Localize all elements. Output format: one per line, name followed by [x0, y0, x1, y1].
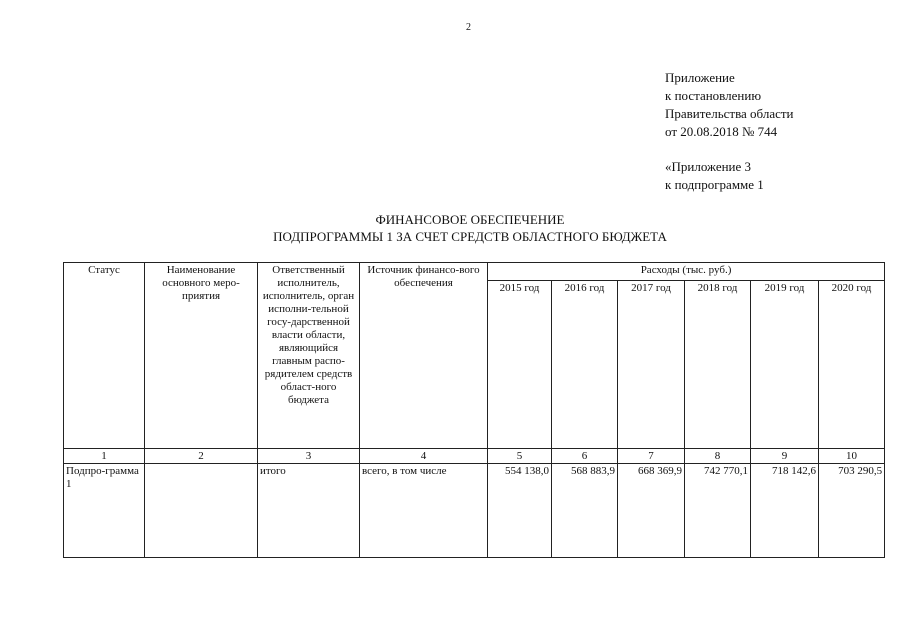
cell-value-2019: 718 142,6: [751, 464, 819, 558]
annex-line: «Приложение 3: [665, 159, 752, 174]
header-year: 2017 год: [618, 281, 685, 449]
header-year: 2015 год: [488, 281, 552, 449]
cell-status: Подпро-грамма 1: [64, 464, 145, 558]
header-executor: Ответственный исполнитель, исполнитель, орган исполни-тельной госу-дарственной власти области, являющийся главным распо-рядителем средств област-ного бюджета: [258, 263, 360, 449]
header-year: 2018 год: [685, 281, 751, 449]
cell-event-name: [145, 464, 258, 558]
column-number: 1: [64, 449, 145, 464]
column-number: 8: [685, 449, 751, 464]
column-number: 4: [360, 449, 488, 464]
header-year: 2020 год: [819, 281, 885, 449]
column-number: 9: [751, 449, 819, 464]
header-year: 2019 год: [751, 281, 819, 449]
annex-subprogram-block: [665, 158, 764, 194]
header-status: Статус: [64, 263, 145, 449]
column-number: 5: [488, 449, 552, 464]
annex-block: [665, 69, 794, 141]
header-event-name: Наименование основного меро-приятия: [145, 263, 258, 449]
table-row: [64, 464, 885, 558]
cell-value-2015: 554 138,0: [488, 464, 552, 558]
annex-line: к подпрограмме 1: [665, 177, 764, 192]
document-subtitle: ПОДПРОГРАММЫ 1 ЗА СЧЕТ СРЕДСТВ ОБЛАСТНОГО БЮДЖЕТА: [273, 229, 667, 244]
column-number: 7: [618, 449, 685, 464]
cell-value-2018: 742 770,1: [685, 464, 751, 558]
cell-executor: итого: [258, 464, 360, 558]
column-number: 10: [819, 449, 885, 464]
annex-line: к постановлению: [665, 88, 762, 103]
finance-table: [63, 262, 885, 558]
header-funding-source: Источник финансо-вого обеспечения: [360, 263, 488, 449]
page-number: 2: [466, 22, 471, 33]
column-number: 3: [258, 449, 360, 464]
header-row: [64, 263, 885, 281]
cell-funding-source: всего, в том числе: [360, 464, 488, 558]
column-number: 2: [145, 449, 258, 464]
annex-line: Правительства области: [665, 106, 794, 121]
annex-line: Приложение: [665, 70, 735, 85]
annex-line: от 20.08.2018 № 744: [665, 124, 778, 139]
cell-value-2020: 703 290,5: [819, 464, 885, 558]
column-number-row: [64, 449, 885, 464]
cell-value-2017: 668 369,9: [618, 464, 685, 558]
header-year: 2016 год: [552, 281, 618, 449]
header-expenses: Расходы (тыс. руб.): [488, 263, 885, 281]
cell-value-2016: 568 883,9: [552, 464, 618, 558]
document-title: ФИНАНСОВОЕ ОБЕСПЕЧЕНИЕ: [375, 212, 565, 227]
column-number: 6: [552, 449, 618, 464]
